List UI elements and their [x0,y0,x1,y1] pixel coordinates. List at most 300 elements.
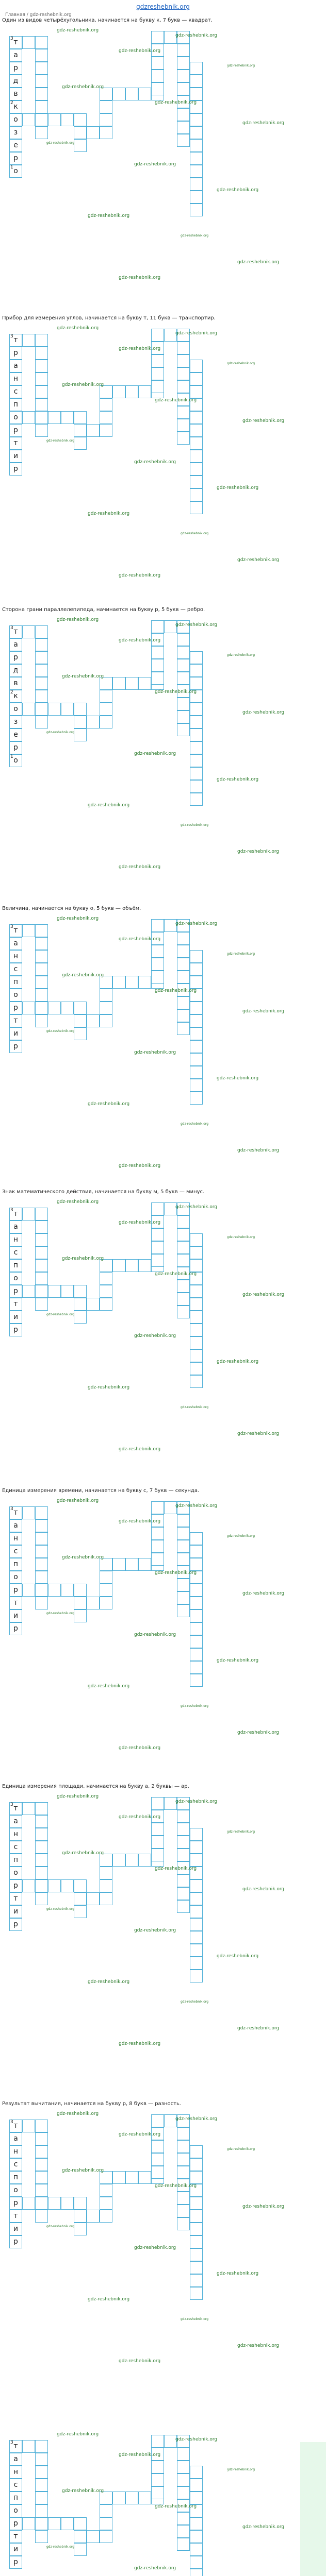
grid-cell: е [9,728,22,741]
grid-cell [35,2158,48,2171]
grid-cell [74,2530,87,2543]
grid-cell [35,62,48,75]
grid-cell [35,1828,48,1841]
grid-cell: с [9,2158,22,2171]
grid-cell [35,1285,48,1298]
grid-cell [177,406,190,419]
grid-cell [151,31,164,44]
watermark-text: gdz-reshebnik.org [57,2432,99,2437]
grid-cell: р [9,651,22,664]
grid-cell [177,710,190,723]
grid-cell [190,501,203,514]
grid-cell [190,1648,203,1661]
grid-cell: н [9,372,22,385]
grid-cell [74,1311,87,1324]
grid-cell: а [9,1221,22,1233]
grid-cell [177,1836,190,1849]
grid-cell: р [9,1879,22,1892]
clue-number: 3 [10,1802,13,1807]
grid-cell [22,1506,35,1519]
grid-cell [112,976,125,989]
grid-cell [151,70,164,82]
watermark-text: gdz-reshebnik.org [181,1704,209,1708]
grid-cell [190,2274,203,2287]
grid-cell [35,1506,48,1519]
grid-cell [100,2197,112,2210]
watermark-text: gdz-reshebnik.org [62,382,104,387]
grid-cell [190,1674,203,1687]
watermark-text: gdz-reshebnik.org [242,1887,285,1892]
grid-cell [35,703,48,716]
grid-cell: р [9,2517,22,2530]
grid-cell [190,1375,203,1388]
watermark-text: gdz-reshebnik.org [175,331,218,336]
grid-cell [100,690,112,703]
grid-cell [177,958,190,971]
crossword-section [0,315,326,604]
grid-cell: н [9,1532,22,1545]
grid-cell: а [9,2453,22,2466]
grid-cell: с [9,963,22,976]
grid-cell [125,2492,138,2504]
grid-cell [190,360,203,372]
site-logo[interactable]: gdzreshebnik.org [136,3,190,10]
grid-cell: а [9,937,22,950]
grid-cell [35,424,48,437]
watermark-text: gdz-reshebnik.org [119,1447,161,1452]
grid-cell [35,1597,48,1609]
grid-cell [35,1867,48,1879]
grid-cell [190,1661,203,1674]
grid-cell [177,932,190,945]
watermark-text: gdz-reshebnik.org [62,973,104,978]
grid-cell [138,88,151,100]
grid-cell [87,1892,100,1905]
grid-cell [190,2235,203,2248]
grid-cell [190,1905,203,1918]
grid-cell [151,1254,164,1267]
watermark-text: gdz-reshebnik.org [155,2183,197,2189]
grid-cell [190,2530,203,2543]
crossword-section [0,1784,326,2072]
grid-cell [190,767,203,780]
grid-cell [74,703,87,716]
watermark-text: gdz-reshebnik.org [155,2504,197,2509]
grid-cell [35,1841,48,1854]
grid-cell [151,1228,164,1241]
grid-cell [190,75,203,88]
grid-cell [190,1609,203,1622]
grid-cell [35,2466,48,2479]
grid-cell: 3 т [9,2120,22,2132]
grid-cell [151,919,164,932]
grid-cell [177,380,190,393]
grid-cell: н [9,1828,22,1841]
watermark-text: gdz-reshebnik.org [57,326,99,331]
grid-cell [35,976,48,989]
grid-cell: а [9,638,22,651]
grid-cell [177,108,190,121]
grid-cell [177,1022,190,1035]
grid-cell [138,385,151,398]
watermark-text: gdz-reshebnik.org [181,1122,209,1126]
grid-cell [190,1092,203,1105]
grid-cell [190,2197,203,2210]
grid-cell [61,113,74,126]
grid-cell: 3 т [9,924,22,937]
grid-cell [87,1597,100,1609]
grid-cell [190,2466,203,2479]
grid-cell [35,963,48,976]
grid-cell [48,1285,61,1298]
grid-cell [177,82,190,95]
grid-cell [190,1324,203,1336]
grid-cell [138,1259,151,1272]
grid-cell: п [9,976,22,989]
grid-cell [35,1815,48,1828]
grid-cell [151,646,164,659]
watermark-text: gdz-reshebnik.org [217,2271,259,2276]
grid-cell [190,1584,203,1597]
grid-cell [177,659,190,672]
grid-cell: 3 т [9,2440,22,2453]
grid-cell [190,2479,203,2492]
grid-cell [74,1609,87,1622]
grid-cell [74,728,87,741]
watermark-text: gdz-reshebnik.org [119,1220,161,1225]
grid-cell [190,1362,203,1375]
grid-cell: а [9,2132,22,2145]
grid-cell: 3 т [9,625,22,638]
crossword-section [0,2101,326,2389]
grid-cell [35,2440,48,2453]
watermark-text: gdz-reshebnik.org [181,2000,209,2004]
grid-cell [100,2530,112,2543]
grid-cell [190,1944,203,1957]
watermark-text: gdz-reshebnik.org [227,2147,255,2151]
grid-cell: о [9,411,22,424]
grid-cell [190,1259,203,1272]
grid-cell [190,1066,203,1079]
grid-cell [190,437,203,450]
grid-cell [177,1900,190,1913]
grid-cell: о [9,2184,22,2197]
grid-cell [151,367,164,380]
grid-cell [100,1571,112,1584]
grid-cell [100,2504,112,2517]
grid-cell [177,1591,190,1604]
grid-cell [190,1002,203,1014]
clue-number: 3 [10,625,13,631]
clue-text: Сторона грани параллелепипеда, начинается на букву р, 5 букв — ребро. [2,607,205,613]
watermark-text: gdz-reshebnik.org [242,1591,285,1596]
watermark-text: gdz-reshebnik.org [155,988,197,993]
watermark-text: gdz-reshebnik.org [181,823,209,827]
grid-cell [100,100,112,113]
grid-cell [177,2473,190,2486]
watermark-text: gdz-reshebnik.org [57,1199,99,1205]
grid-cell [35,126,48,139]
crossword-section [0,906,326,1194]
grid-cell [74,411,87,424]
grid-cell [125,1558,138,1571]
grid-cell [35,625,48,638]
grid-cell [177,646,190,659]
watermark-text: gdz-reshebnik.org [119,1519,161,1524]
grid-cell [35,1545,48,1558]
grid-cell [35,100,48,113]
grid-cell [190,793,203,806]
grid-cell [190,1957,203,1970]
grid-cell [177,1293,190,1306]
grid-cell [177,2217,190,2230]
grid-cell [151,1241,164,1254]
watermark-text: gdz-reshebnik.org [237,1148,280,1153]
grid-cell: с [9,1246,22,1259]
watermark-text: gdz-reshebnik.org [227,1235,255,1239]
grid-cell [100,1892,112,1905]
grid-cell [35,75,48,88]
grid-cell [100,1867,112,1879]
crossword-section [0,607,326,895]
grid-cell: и [9,1027,22,1040]
grid-cell [190,476,203,488]
grid-cell [190,178,203,191]
grid-cell [35,2530,48,2543]
grid-cell [22,1802,35,1815]
grid-cell [177,723,190,736]
grid-cell [100,1597,112,1609]
grid-cell [177,2192,190,2205]
watermark-text: gdz-reshebnik.org [237,260,280,265]
grid-cell: р [9,741,22,754]
grid-cell [190,2145,203,2158]
grid-cell [35,36,48,49]
watermark-text: gdz-reshebnik.org [88,803,130,808]
grid-cell [74,424,87,437]
grid-cell [112,1259,125,1272]
grid-cell [177,1280,190,1293]
watermark-text: gdz-reshebnik.org [119,865,161,870]
grid-cell [100,398,112,411]
grid-cell [190,1970,203,1982]
watermark-text: gdz-reshebnik.org [227,653,255,657]
watermark-text: gdz-reshebnik.org [237,1431,280,1436]
grid-cell [74,1027,87,1040]
clue-number: 3 [10,2120,13,2125]
grid-cell [100,126,112,139]
grid-cell [22,2440,35,2453]
watermark-text: gdz-reshebnik.org [242,710,285,715]
clue-text: Результат вычитания, начинается на букву р, 8 букв — разность. [2,2101,182,2107]
watermark-text: gdz-reshebnik.org [46,1313,75,1316]
grid-cell [100,1285,112,1298]
grid-cell [190,62,203,75]
watermark-text: gdz-reshebnik.org [119,48,161,54]
watermark-text: gdz-reshebnik.org [155,689,197,694]
watermark-text: gdz-reshebnik.org [155,1272,197,1277]
grid-cell [151,2140,164,2153]
grid-cell [190,1841,203,1854]
watermark-text: gdz-reshebnik.org [88,1101,130,1107]
grid-cell [35,2453,48,2466]
grid-cell [151,57,164,70]
grid-cell: 1 о [9,754,22,767]
watermark-text: gdz-reshebnik.org [155,1866,197,1871]
grid-cell: о [9,989,22,1002]
grid-cell: а [9,1519,22,1532]
clue-number: 3 [10,1506,13,1512]
grid-cell [190,1040,203,1053]
grid-cell [177,1604,190,1617]
grid-cell: п [9,398,22,411]
watermark-text: gdz-reshebnik.org [227,362,255,365]
grid-cell [22,1584,35,1597]
grid-cell [74,2223,87,2235]
watermark-text: gdz-reshebnik.org [119,2132,161,2137]
grid-cell [190,1349,203,1362]
grid-cell [35,1854,48,1867]
grid-cell [190,2492,203,2504]
grid-cell [35,1014,48,1027]
grid-cell: о [9,1272,22,1285]
grid-cell: р [9,1285,22,1298]
grid-cell [35,398,48,411]
grid-cell [177,367,190,380]
watermark-text: gdz-reshebnik.org [227,1534,255,1538]
clue-number: 2 [10,690,13,695]
grid-cell [87,1014,100,1027]
grid-cell [190,152,203,165]
grid-cell [125,88,138,100]
watermark-text: gdz-reshebnik.org [88,511,130,516]
grid-cell [190,2248,203,2261]
grid-cell [48,2197,61,2210]
grid-cell [151,1553,164,1566]
grid-cell [100,716,112,728]
watermark-text: gdz-reshebnik.org [217,1359,259,1364]
watermark-text: gdz-reshebnik.org [46,2545,75,2549]
grid-cell [190,1532,203,1545]
grid-cell [35,1208,48,1221]
grid-cell [177,2486,190,2499]
grid-cell [190,1597,203,1609]
grid-cell [35,2132,48,2145]
grid-cell: 3 т [9,1802,22,1815]
grid-cell: 3 т [9,36,22,49]
grid-cell [35,2504,48,2517]
grid-cell [35,1879,48,1892]
grid-cell [190,728,203,741]
watermark-text: gdz-reshebnik.org [175,1799,218,1804]
grid-cell [177,1009,190,1022]
grid-cell: и [9,1609,22,1622]
grid-cell [151,971,164,984]
grid-cell [151,2461,164,2473]
grid-cell [177,2153,190,2166]
grid-cell [74,1285,87,1298]
grid-cell [151,1836,164,1849]
clue-text: Знак математического действия, начинается на букву м, 5 букв — минус. [2,1189,205,1195]
grid-cell [22,113,35,126]
watermark-text: gdz-reshebnik.org [62,1851,104,1856]
grid-cell: и [9,450,22,463]
grid-cell [35,1532,48,1545]
watermark-text: gdz-reshebnik.org [57,2111,99,2116]
watermark-text: gdz-reshebnik.org [242,1009,285,1014]
grid-cell [35,937,48,950]
grid-cell [100,113,112,126]
grid-cell [48,703,61,716]
watermark-text: gdz-reshebnik.org [119,1163,161,1168]
grid-cell [151,354,164,367]
grid-cell: н [9,950,22,963]
grid-cell [190,1879,203,1892]
grid-cell [35,49,48,62]
watermark-text: gdz-reshebnik.org [134,1632,176,1637]
grid-cell [177,1553,190,1566]
watermark-text: gdz-reshebnik.org [88,1684,130,1689]
grid-cell [190,2171,203,2184]
grid-cell [190,2158,203,2171]
grid-cell [151,958,164,971]
grid-cell [22,411,35,424]
grid-cell [35,1233,48,1246]
breadcrumb[interactable]: Главная / gdz-reshebnik.org [5,12,72,18]
grid-cell [177,1306,190,1318]
grid-cell [190,1246,203,1259]
watermark-text: gdz-reshebnik.org [62,1256,104,1261]
grid-cell [125,385,138,398]
grid-cell [112,1854,125,1867]
clue-number: 2 [10,100,13,106]
grid-cell [138,2171,151,2184]
grid-cell [190,664,203,677]
watermark-text: gdz-reshebnik.org [119,1815,161,1820]
grid-cell: н [9,2466,22,2479]
grid-cell [74,1002,87,1014]
grid-cell: р [9,1324,22,1336]
grid-cell [190,2543,203,2556]
grid-cell [151,1849,164,1861]
grid-cell [35,690,48,703]
grid-cell [190,113,203,126]
grid-cell [177,44,190,57]
grid-cell [35,334,48,347]
grid-cell [35,1002,48,1014]
grid-cell [35,113,48,126]
grid-cell [177,432,190,445]
grid-cell [61,1879,74,1892]
grid-cell [177,1887,190,1900]
grid-cell [35,2171,48,2184]
grid-cell: т [9,2210,22,2223]
grid-cell: п [9,1854,22,1867]
grid-cell [177,2127,190,2140]
grid-cell [22,334,35,347]
grid-cell [100,703,112,716]
grid-cell [74,1879,87,1892]
grid-cell [177,121,190,134]
grid-cell [35,347,48,360]
grid-cell [125,1259,138,1272]
grid-cell [35,2479,48,2492]
grid-cell: о [9,1867,22,1879]
grid-cell [100,989,112,1002]
watermark-text: gdz-reshebnik.org [62,84,104,90]
grid-cell [190,1635,203,1648]
grid-cell [151,82,164,95]
